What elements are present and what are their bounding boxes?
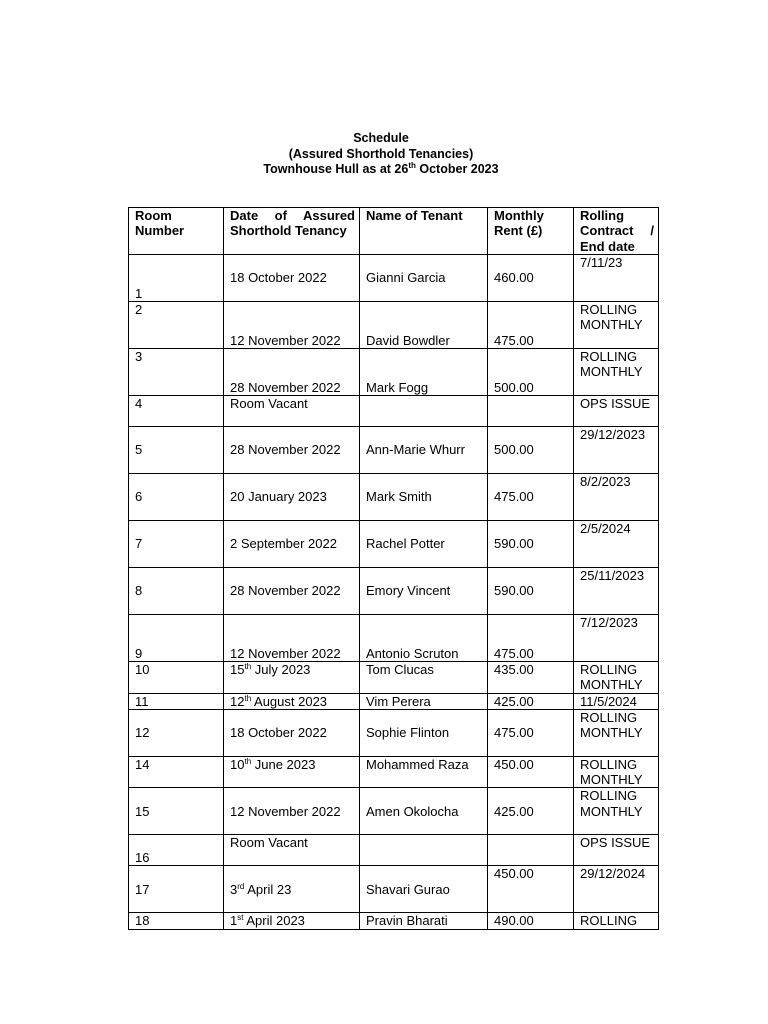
schedule-body [129, 255, 659, 930]
room-number-cell: 6 [129, 474, 224, 521]
table-row [129, 866, 659, 913]
heading-month-year: October 2023 [415, 162, 499, 176]
table-row [129, 662, 659, 694]
date-ordinal-suffix: rd [237, 881, 245, 891]
monthly-rent-cell: 450.00 [488, 756, 574, 788]
tenant-name-cell [360, 396, 488, 427]
monthly-rent-cell: 450.00 [488, 866, 574, 913]
tenant-name-cell: Amen Okolocha [360, 788, 488, 835]
date-day: 3 [230, 881, 238, 897]
contract-status-cell: 7/11/23 [574, 255, 659, 302]
tenancy-date-cell [224, 756, 360, 788]
date-day: 10 [230, 756, 245, 772]
tenant-name-cell: Shavari Gurao [360, 866, 488, 913]
date-ordinal-suffix: th [244, 662, 252, 671]
date-month-year: August 2023 [251, 693, 328, 709]
contract-status-cell: 29/12/2023 [574, 427, 659, 474]
contract-status-cell: ROLLING [574, 913, 659, 929]
table-row [129, 396, 659, 427]
table-row [129, 349, 659, 396]
table-row [129, 615, 659, 662]
room-number-cell: 1 [129, 255, 224, 302]
contract-status-cell: 29/12/2024 [574, 866, 659, 913]
room-number-cell: 15 [129, 788, 224, 835]
monthly-rent-cell: 500.00 [488, 427, 574, 474]
date-month-year: June 2023 [251, 756, 316, 772]
tenancy-schedule-table [128, 207, 659, 930]
table-row [129, 788, 659, 835]
tenancy-date-cell: 28 November 2022 [224, 349, 360, 396]
tenant-name-cell: Emory Vincent [360, 568, 488, 615]
monthly-rent-cell: 425.00 [488, 788, 574, 835]
col-header-tenant-name: Name of Tenant [360, 208, 488, 255]
monthly-rent-cell: 490.00 [488, 913, 574, 929]
table-row [129, 474, 659, 521]
date-ordinal-suffix: th [244, 756, 252, 766]
tenancy-date-cell: 20 January 2023 [224, 474, 360, 521]
tenant-name-cell: Mohammed Raza [360, 756, 488, 788]
monthly-rent-cell: 590.00 [488, 568, 574, 615]
room-number-cell: 4 [129, 396, 224, 427]
tenancy-date-cell [224, 913, 360, 929]
tenant-name-cell: Mark Smith [360, 474, 488, 521]
tenancy-date-cell: 28 November 2022 [224, 427, 360, 474]
room-number-cell: 10 [129, 662, 224, 694]
room-number-cell: 9 [129, 615, 224, 662]
tenancy-date-cell: 12 November 2022 [224, 302, 360, 349]
tenancy-date-cell: 12 November 2022 [224, 615, 360, 662]
tenancy-date-cell: Room Vacant [224, 396, 360, 427]
tenant-name-cell: David Bowdler [360, 302, 488, 349]
contract-status-cell: ROLLING MONTHLY [574, 662, 659, 694]
monthly-rent-cell: 460.00 [488, 255, 574, 302]
contract-status-cell: ROLLING MONTHLY [574, 756, 659, 788]
monthly-rent-cell: 475.00 [488, 474, 574, 521]
heading-date-suffix: th [408, 161, 416, 170]
heading-property-date [0, 162, 762, 178]
col-header-room-number: Room Number [129, 208, 224, 255]
heading-subtitle: (Assured Shorthold Tenancies) [288, 146, 474, 161]
col-header-tenancy-date: Date of Assured Shorthold Tenancy [224, 208, 360, 255]
room-number-cell: 16 [129, 835, 224, 866]
monthly-rent-cell: 475.00 [488, 302, 574, 349]
date-month-year: July 2023 [251, 662, 311, 677]
tenancy-date-cell [224, 662, 360, 694]
room-number-cell: 3 [129, 349, 224, 396]
table-row [129, 913, 659, 929]
tenant-name-cell: Vim Perera [360, 693, 488, 709]
table-row [129, 427, 659, 474]
monthly-rent-cell: 590.00 [488, 521, 574, 568]
tenancy-date-cell: 12 November 2022 [224, 788, 360, 835]
table-row [129, 756, 659, 788]
table-row [129, 693, 659, 709]
heading-property-text: Townhouse Hull as at 26 [263, 162, 409, 176]
header-row [129, 208, 659, 255]
date-ordinal-suffix: st [237, 913, 244, 923]
date-day: 1 [230, 913, 238, 929]
contract-status-cell: ROLLING MONTHLY [574, 302, 659, 349]
monthly-rent-cell: 475.00 [488, 709, 574, 756]
tenant-name-cell: Mark Fogg [360, 349, 488, 396]
date-day: 15 [230, 662, 245, 677]
tenant-name-cell: Antonio Scruton [360, 615, 488, 662]
room-number-cell: 11 [129, 693, 224, 709]
contract-status-cell: ROLLING MONTHLY [574, 788, 659, 835]
tenancy-date-cell: 18 October 2022 [224, 255, 360, 302]
document-heading [0, 131, 762, 178]
monthly-rent-cell: 475.00 [488, 615, 574, 662]
col-header-monthly-rent: Monthly Rent (£) [488, 208, 574, 255]
tenancy-date-cell [224, 866, 360, 913]
table-row [129, 568, 659, 615]
tenancy-date-cell: 28 November 2022 [224, 568, 360, 615]
tenant-name-cell [360, 835, 488, 866]
contract-status-cell: 2/5/2024 [574, 521, 659, 568]
room-number-cell: 5 [129, 427, 224, 474]
date-month-year: April 23 [244, 881, 292, 897]
monthly-rent-cell [488, 835, 574, 866]
room-number-cell: 7 [129, 521, 224, 568]
tenancy-date-cell [224, 693, 360, 709]
contract-status-cell: 8/2/2023 [574, 474, 659, 521]
monthly-rent-cell: 425.00 [488, 693, 574, 709]
tenancy-date-cell: 18 October 2022 [224, 709, 360, 756]
contract-status-cell: OPS ISSUE [574, 396, 659, 427]
room-number-cell: 2 [129, 302, 224, 349]
room-number-cell: 17 [129, 866, 224, 913]
contract-status-cell: 7/12/2023 [574, 615, 659, 662]
tenant-name-cell: Sophie Flinton [360, 709, 488, 756]
date-month-year: April 2023 [243, 913, 305, 929]
table-row [129, 709, 659, 756]
date-ordinal-suffix: th [244, 693, 252, 703]
room-number-cell: 14 [129, 756, 224, 788]
table-row [129, 302, 659, 349]
tenant-name-cell: Ann-Marie Whurr [360, 427, 488, 474]
col-header-rolling-contract: Rolling Contract / End date [574, 208, 659, 255]
contract-status-cell: 11/5/2024 [574, 693, 659, 709]
contract-status-cell: OPS ISSUE [574, 835, 659, 866]
tenant-name-cell: Pravin Bharati [360, 913, 488, 929]
monthly-rent-cell [488, 396, 574, 427]
tenant-name-cell: Tom Clucas [360, 662, 488, 694]
table-row [129, 255, 659, 302]
table-row [129, 835, 659, 866]
tenancy-date-cell: Room Vacant [224, 835, 360, 866]
contract-status-cell: ROLLING MONTHLY [574, 709, 659, 756]
monthly-rent-cell: 500.00 [488, 349, 574, 396]
heading-title: Schedule [353, 131, 409, 145]
tenant-name-cell: Gianni Garcia [360, 255, 488, 302]
table-row [129, 521, 659, 568]
tenancy-date-cell: 2 September 2022 [224, 521, 360, 568]
room-number-cell: 12 [129, 709, 224, 756]
contract-status-cell: ROLLING MONTHLY [574, 349, 659, 396]
monthly-rent-cell: 435.00 [488, 662, 574, 694]
room-number-cell: 8 [129, 568, 224, 615]
contract-status-cell: 25/11/2023 [574, 568, 659, 615]
room-number-cell: 18 [129, 913, 224, 929]
date-day: 12 [230, 693, 245, 709]
tenant-name-cell: Rachel Potter [360, 521, 488, 568]
